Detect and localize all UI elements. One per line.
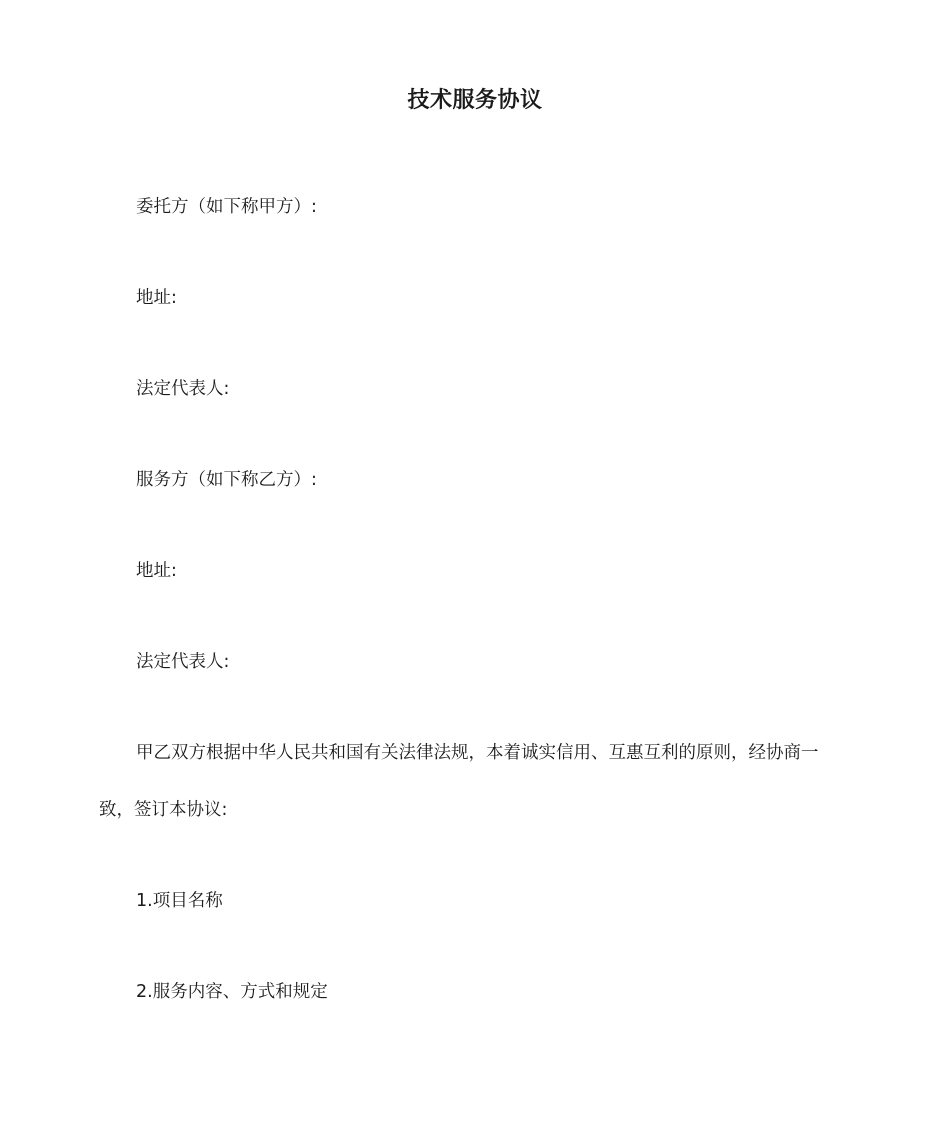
party-a-label: 委托方（如下称甲方）:: [136, 197, 317, 217]
party-a-address-label: 地址:: [136, 288, 177, 308]
section-heading-project-name: 1.项目名称: [136, 891, 223, 911]
intro-paragraph: [99, 740, 859, 823]
intro-paragraph-line-2: 致，签订本协议:: [99, 800, 228, 820]
party-b-label: 服务方（如下称乙方）:: [136, 470, 317, 490]
section-heading-service-content: 2.服务内容、方式和规定: [136, 982, 328, 1002]
party-b-representative-label: 法定代表人:: [136, 652, 230, 672]
party-a-representative-label: 法定代表人:: [136, 379, 230, 399]
document-title: 技术服务协议: [407, 88, 543, 113]
party-b-address-label: 地址:: [136, 561, 177, 581]
intro-paragraph-line-1: 甲乙双方根据中华人民共和国有关法律法规，本着诚实信用、互惠互利的原则，经协商一: [136, 743, 819, 763]
